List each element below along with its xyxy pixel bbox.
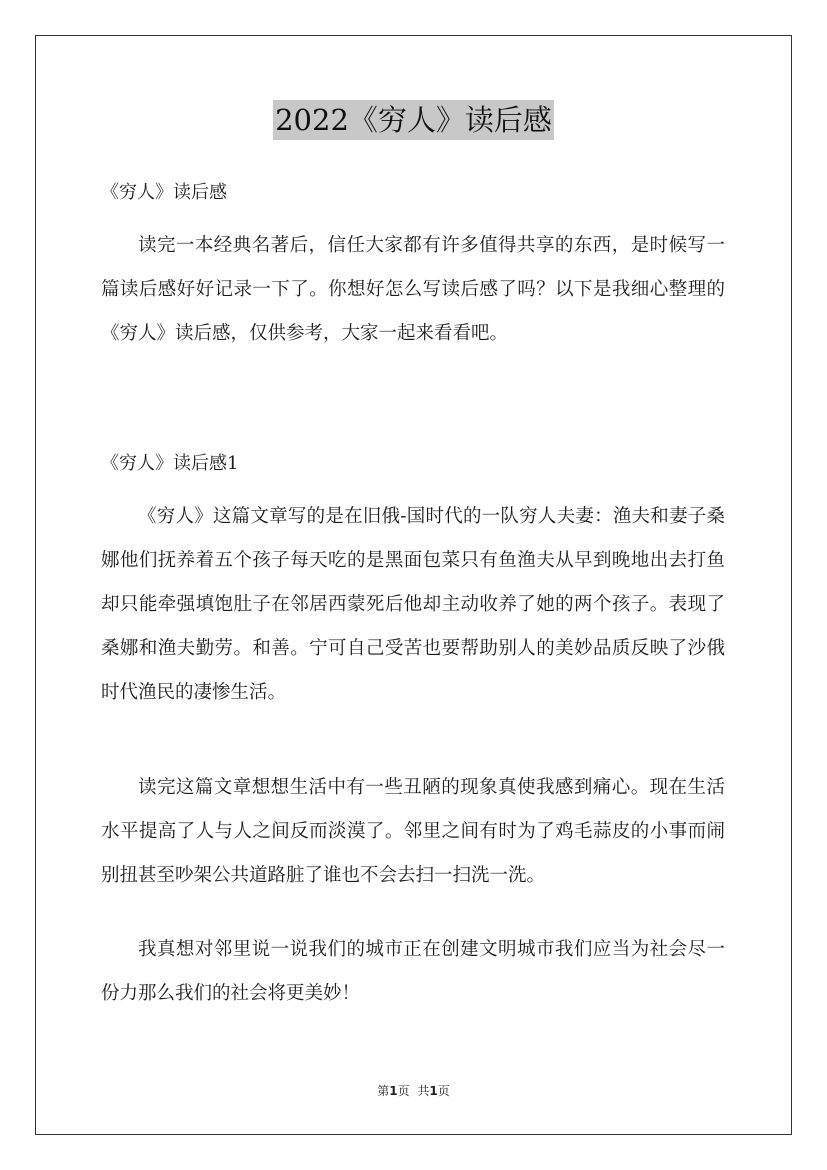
- total-label-prefix: 共: [417, 1084, 430, 1098]
- document-title: 2022《穷人》读后感: [273, 100, 554, 140]
- page-footer: [0, 1083, 827, 1099]
- page-number: 1: [389, 1084, 398, 1098]
- section-1-paragraph-2: 读完这篇文章想想生活中有一些丑陋的现象真使我感到痛心。现在生活水平提高了人与人之间反而淡漠了。邻里之间有时为了鸡毛蒜皮的小事而闹别扭甚至吵架公共道路脏了谁也不会去扫一扫洗一洗。: [101, 777, 725, 886]
- page-label-suffix: 页: [397, 1084, 410, 1098]
- page-label-prefix: 第: [377, 1084, 390, 1098]
- section-1-paragraph-1: 《穷人》这篇文章写的是在旧俄-国时代的一队穷人夫妻：渔夫和妻子桑娜他们抚养着五个孩子每天吃的是黑面包菜只有鱼渔夫从早到晚地出去打鱼却只能牵强填饱肚子在邻居西蒙死后他却主动收养了她的两个孩子。表现了桑娜和渔夫勤劳。和善。宁可自己受苦也要帮助别人的美妙品质反映了沙俄时代渔民的凄惨生活。: [101, 506, 725, 703]
- title-container: [0, 100, 827, 140]
- total-label-suffix: 页: [437, 1084, 450, 1098]
- section-1-paragraph-3: 我真想对邻里说一说我们的城市正在创建文明城市我们应当为社会尽一份力那么我们的社会将更美妙！: [101, 939, 725, 1004]
- total-pages: 1: [429, 1084, 438, 1098]
- section-1-heading: 《穷人》读后感1: [101, 453, 239, 474]
- intro-paragraph: 读完一本经典名著后，信任大家都有许多值得共享的东西，是时候写一篇读后感好好记录一下了。你想好怎么写读后感了吗？以下是我细心整理的《穷人》读后感，仅供参考，大家一起来看看吧。: [101, 235, 725, 344]
- intro-heading: 《穷人》读后感: [101, 182, 227, 203]
